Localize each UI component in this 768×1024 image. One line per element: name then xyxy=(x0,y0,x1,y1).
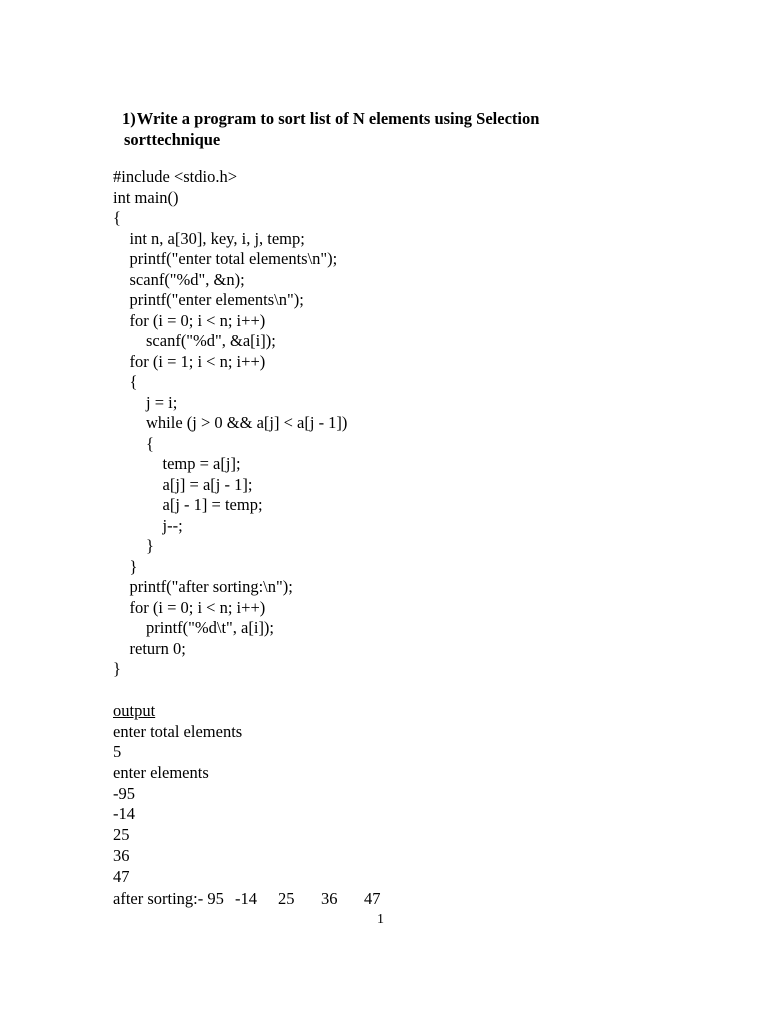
code-line: } xyxy=(113,556,138,576)
sorted-value: -14 xyxy=(235,889,257,908)
code-line: printf("enter elements\n"); xyxy=(113,290,304,309)
code-line: printf("%d\t", a[i]); xyxy=(113,618,275,637)
sorted-output-line xyxy=(113,888,407,909)
sorted-value: 25 xyxy=(278,889,295,908)
page-number: 1 xyxy=(377,912,384,927)
sorted-value: 47 xyxy=(364,889,381,908)
output-line: -14 xyxy=(113,804,135,824)
code-line: int n, a[30], key, i, j, temp; xyxy=(113,228,305,248)
question-number: 1) xyxy=(122,109,136,128)
code-block xyxy=(113,167,347,680)
output-line: 25 xyxy=(113,825,130,845)
code-line: scanf("%d", &a[i]); xyxy=(113,331,276,350)
code-line: for (i = 0; i < n; i++) xyxy=(113,310,266,330)
code-line: a[j] = a[j - 1]; xyxy=(113,474,253,494)
output-line: -95 xyxy=(113,783,135,803)
sorted-label: after sorting:- 95 xyxy=(113,889,224,908)
code-line: while (j > 0 && a[j] < a[j - 1]) xyxy=(113,413,348,432)
output-line: 47 xyxy=(113,866,130,886)
output-line: 5 xyxy=(113,742,122,762)
code-line: { xyxy=(113,208,121,227)
heading-line-2: sorttechnique xyxy=(124,130,221,149)
output-line: enter total elements xyxy=(113,721,243,741)
code-line: for (i = 0; i < n; i++) xyxy=(113,597,266,617)
heading-line-1 xyxy=(122,108,602,129)
code-line: { xyxy=(113,433,154,453)
code-line: printf("after sorting:\n"); xyxy=(113,577,293,596)
output-label: output xyxy=(113,701,156,720)
code-line: a[j - 1] = temp; xyxy=(113,495,263,514)
output-line: 36 xyxy=(113,845,130,865)
code-line: for (i = 1; i < n; i++) xyxy=(113,351,266,371)
code-line: scanf("%d", &n); xyxy=(113,269,245,289)
code-line: j = i; xyxy=(113,392,178,412)
code-line: printf("enter total elements\n"); xyxy=(113,249,338,268)
code-line: return 0; xyxy=(113,638,186,658)
code-line: temp = a[j]; xyxy=(113,454,241,473)
code-line: } xyxy=(113,536,154,555)
code-line: } xyxy=(113,659,121,678)
code-line: j--; xyxy=(113,515,183,535)
output-section xyxy=(113,701,242,887)
sorted-value: 36 xyxy=(321,889,338,908)
question-heading xyxy=(122,108,602,150)
output-line: enter elements xyxy=(113,763,209,783)
code-line: #include <stdio.h> xyxy=(113,167,238,186)
question-text: Write a program to sort list of N elements using Selection xyxy=(136,109,540,128)
code-line: { xyxy=(113,372,138,391)
code-line: int main() xyxy=(113,187,179,207)
